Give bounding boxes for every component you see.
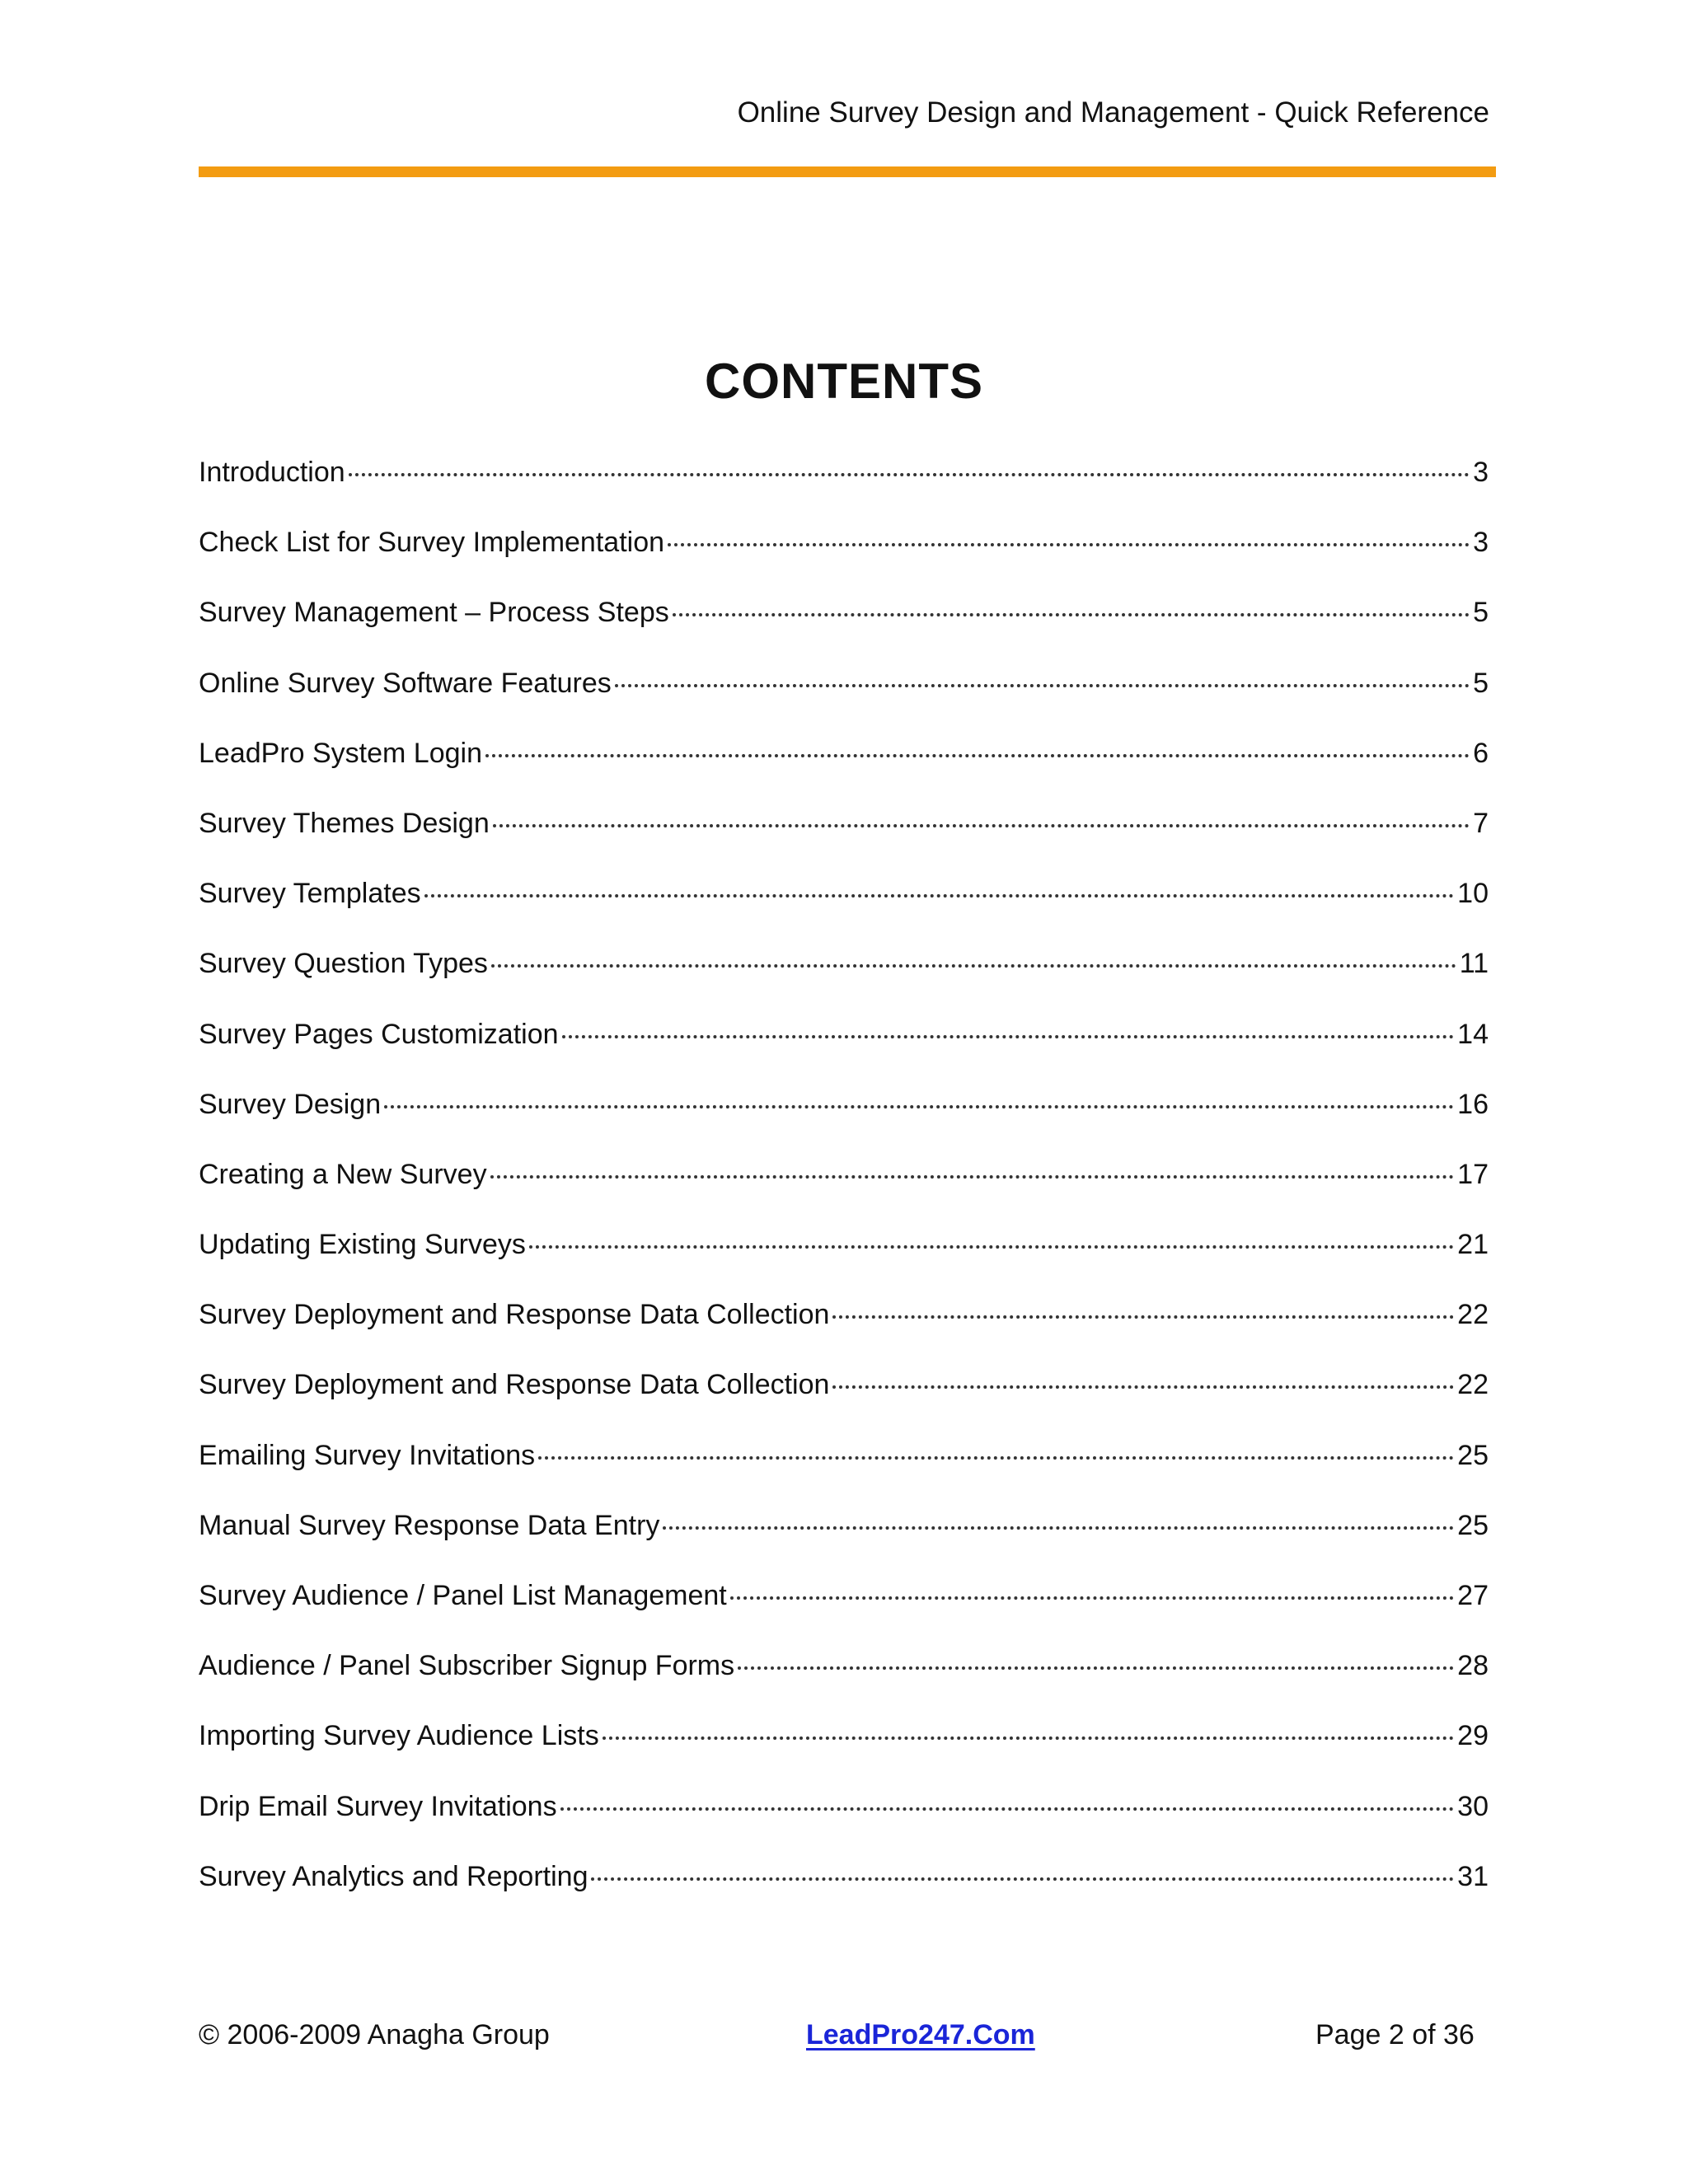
toc-entry[interactable] xyxy=(199,801,1489,871)
toc-entry-page: 25 xyxy=(1457,1509,1489,1541)
toc-dot-leader xyxy=(349,473,1470,476)
toc-dot-leader xyxy=(485,754,1470,757)
toc-entry[interactable] xyxy=(199,590,1489,660)
toc-entry-page: 28 xyxy=(1457,1650,1489,1682)
toc-entry-label: Introduction xyxy=(199,457,345,488)
toc-entry-label: Survey Management – Process Steps xyxy=(199,597,669,629)
toc-entry-page: 7 xyxy=(1473,807,1489,839)
toc-entry-label: Survey Deployment and Response Data Collection xyxy=(199,1369,830,1401)
running-header-title: Online Survey Design and Management - Quick Reference xyxy=(737,96,1489,129)
toc-dot-leader xyxy=(668,543,1470,546)
toc-entry-page: 22 xyxy=(1457,1299,1489,1331)
toc-dot-leader xyxy=(538,1456,1454,1460)
toc-dot-leader xyxy=(832,1315,1454,1319)
toc-entry-label: Survey Question Types xyxy=(199,948,488,980)
toc-entry-page: 21 xyxy=(1457,1229,1489,1261)
toc-entry-page: 16 xyxy=(1457,1088,1489,1120)
toc-entry[interactable] xyxy=(199,1784,1489,1854)
toc-entry-page: 3 xyxy=(1473,527,1489,559)
toc-entry-label: Audience / Panel Subscriber Signup Forms xyxy=(199,1650,735,1682)
toc-dot-leader xyxy=(738,1666,1454,1670)
toc-entry-page: 10 xyxy=(1457,878,1489,910)
toc-entry[interactable] xyxy=(199,1433,1489,1503)
toc-entry[interactable] xyxy=(199,1222,1489,1292)
toc-entry[interactable] xyxy=(199,1152,1489,1222)
toc-entry[interactable] xyxy=(199,661,1489,731)
toc-dot-leader xyxy=(591,1877,1454,1881)
toc-entry-page: 14 xyxy=(1457,1018,1489,1050)
toc-entry-label: Survey Audience / Panel List Management xyxy=(199,1580,727,1611)
toc-entry-label: LeadPro System Login xyxy=(199,737,482,769)
toc-entry-page: 17 xyxy=(1457,1158,1489,1190)
toc-entry-label: Survey Design xyxy=(199,1088,382,1120)
toc-entry-label: Survey Pages Customization xyxy=(199,1018,559,1050)
table-of-contents xyxy=(199,450,1489,1924)
toc-dot-leader xyxy=(384,1105,1454,1108)
contents-heading: CONTENTS xyxy=(705,354,983,409)
toc-entry[interactable] xyxy=(199,731,1489,801)
toc-entry-page: 22 xyxy=(1457,1369,1489,1401)
toc-dot-leader xyxy=(730,1596,1454,1600)
toc-entry[interactable] xyxy=(199,871,1489,941)
toc-dot-leader xyxy=(615,684,1470,687)
toc-entry[interactable] xyxy=(199,520,1489,590)
toc-dot-leader xyxy=(560,1807,1455,1811)
toc-entry[interactable] xyxy=(199,1643,1489,1713)
toc-dot-leader xyxy=(603,1736,1454,1740)
toc-entry-label: Importing Survey Audience Lists xyxy=(199,1720,599,1752)
toc-entry-label: Survey Analytics and Reporting xyxy=(199,1860,588,1892)
toc-dot-leader xyxy=(673,613,1470,616)
toc-entry-label: Manual Survey Response Data Entry xyxy=(199,1509,660,1541)
toc-entry-page: 25 xyxy=(1457,1439,1489,1471)
toc-dot-leader xyxy=(529,1245,1454,1249)
toc-entry-label: Survey Deployment and Response Data Collection xyxy=(199,1299,830,1331)
toc-dot-leader xyxy=(490,1175,1455,1179)
toc-entry-label: Survey Templates xyxy=(199,878,421,910)
footer-website-link[interactable]: LeadPro247.Com xyxy=(806,2019,1035,2050)
header-rule xyxy=(199,166,1496,177)
toc-entry-label: Drip Email Survey Invitations xyxy=(199,1790,557,1822)
toc-entry-page: 3 xyxy=(1473,457,1489,488)
toc-entry[interactable] xyxy=(199,450,1489,520)
toc-entry[interactable] xyxy=(199,1292,1489,1362)
footer-copyright: © 2006-2009 Anagha Group xyxy=(199,2019,550,2050)
toc-entry-label: Check List for Survey Implementation xyxy=(199,527,665,559)
footer-page-number: Page 2 of 36 xyxy=(1315,2019,1475,2050)
toc-entry[interactable] xyxy=(199,1573,1489,1643)
toc-entry-page: 27 xyxy=(1457,1580,1489,1611)
toc-dot-leader xyxy=(424,894,1455,898)
toc-entry[interactable] xyxy=(199,941,1489,1011)
toc-entry[interactable] xyxy=(199,1503,1489,1573)
toc-dot-leader xyxy=(493,824,1470,827)
toc-entry-label: Online Survey Software Features xyxy=(199,667,612,699)
toc-entry-page: 5 xyxy=(1473,597,1489,629)
toc-dot-leader xyxy=(663,1526,1454,1530)
toc-dot-leader xyxy=(491,964,1456,968)
toc-dot-leader xyxy=(562,1035,1455,1038)
toc-entry-label: Creating a New Survey xyxy=(199,1158,487,1190)
toc-entry[interactable] xyxy=(199,1854,1489,1924)
toc-entry-page: 29 xyxy=(1457,1720,1489,1752)
toc-entry-label: Updating Existing Surveys xyxy=(199,1229,526,1261)
toc-entry-page: 11 xyxy=(1459,948,1489,980)
toc-entry-page: 31 xyxy=(1457,1860,1489,1892)
toc-entry-page: 30 xyxy=(1457,1790,1489,1822)
toc-entry-page: 5 xyxy=(1473,667,1489,699)
toc-entry[interactable] xyxy=(199,1012,1489,1082)
toc-entry-label: Emailing Survey Invitations xyxy=(199,1439,536,1471)
toc-dot-leader xyxy=(832,1385,1454,1389)
toc-entry[interactable] xyxy=(199,1082,1489,1152)
toc-entry[interactable] xyxy=(199,1713,1489,1783)
toc-entry-page: 6 xyxy=(1473,737,1489,769)
toc-entry-label: Survey Themes Design xyxy=(199,807,490,839)
toc-entry[interactable] xyxy=(199,1362,1489,1432)
